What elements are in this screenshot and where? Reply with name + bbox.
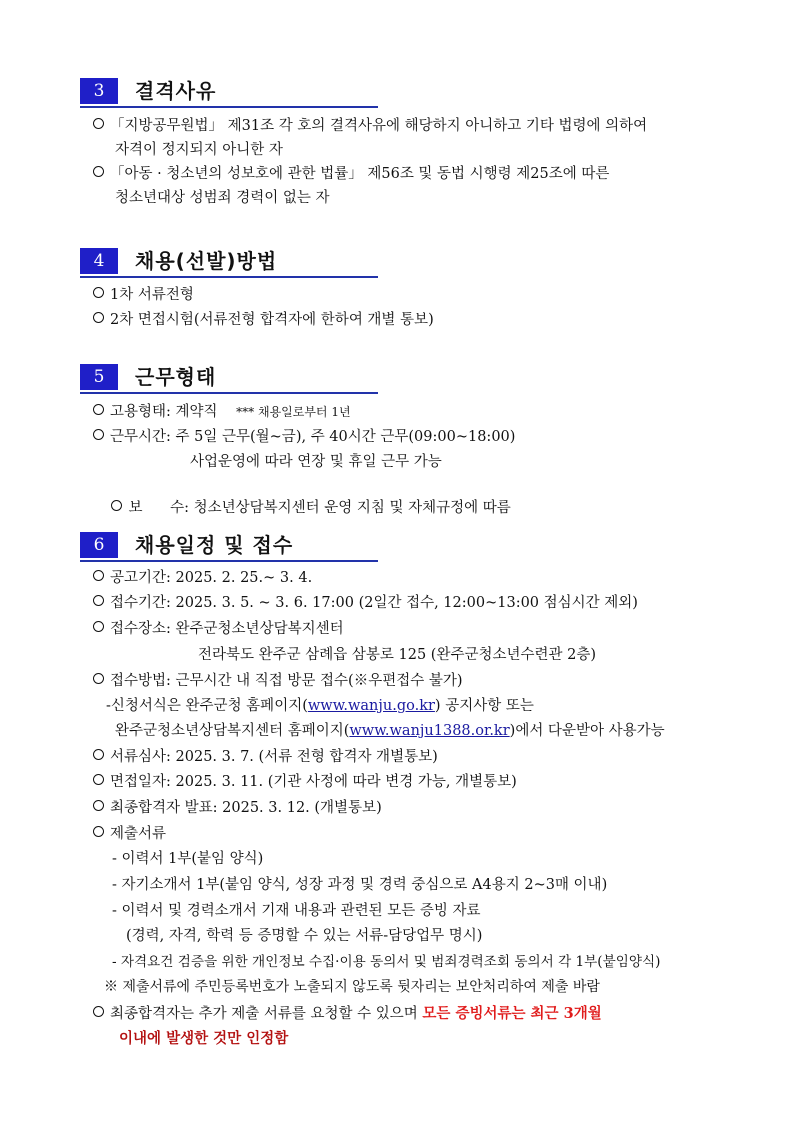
list-item-continuation: 사업운영에 따라 연장 및 휴일 근무 가능 [190, 454, 442, 470]
circle-bullet-icon [93, 749, 104, 760]
list-item: 「지방공무원법」 제31조 각 호의 결격사유에 해당하지 아니하고 기타 법령에 의하여 [93, 116, 647, 136]
list-item: 접수기간: 2025. 3. 5. ~ 3. 6. 17:00 (2일간 접수, 12:00~13:00 점심시간 제외) [93, 593, 638, 613]
section-title: 채용일정 및 접수 [135, 533, 294, 557]
list-item-continuation: 완주군청소년상담복지센터 홈페이지(www.wanju1388.or.kr)에서 다운받아 사용가능 [115, 723, 665, 739]
highlight-text: 모든 증빙서류는 최근 3개월 [422, 1005, 602, 1022]
note: ※ 제출서류에 주민등록번호가 노출되지 않도록 뒷자리는 보안처리하여 제출 바람 [104, 979, 600, 995]
section-3-header [80, 78, 378, 108]
list-item: 고용형태: 계약직 *** 채용일로부터 1년 [93, 402, 351, 422]
sub-item: - 이력서 및 경력소개서 기재 내용과 관련된 모든 증빙 자료 [112, 903, 481, 919]
circle-bullet-icon [93, 595, 104, 606]
list-item: 근무시간: 주 5일 근무(월~금), 주 40시간 근무(09:00~18:00) [93, 427, 515, 447]
list-item: 면접일자: 2025. 3. 11. (기관 사정에 따라 변경 가능, 개별통보) [93, 772, 517, 792]
circle-bullet-icon [93, 118, 104, 129]
wanju1388-homepage-link[interactable]: www.wanju1388.or.kr [349, 723, 510, 739]
list-item: 2차 면접시험(서류전형 합격자에 한하여 개별 통보) [93, 310, 434, 330]
list-item: 제출서류 [93, 824, 166, 844]
section-6-header [80, 532, 378, 562]
list-item: 접수장소: 완주군청소년상담복지센터 [93, 619, 344, 639]
list-item: 최종합격자 발표: 2025. 3. 12. (개별통보) [93, 798, 382, 818]
wanju-homepage-link[interactable]: www.wanju.go.kr [307, 698, 435, 714]
circle-bullet-icon [93, 312, 104, 323]
section-number: 3 [80, 78, 118, 104]
section-number: 4 [80, 248, 118, 274]
sub-item-continuation: (경력, 자격, 학력 등 증명할 수 있는 서류-담당업무 명시) [126, 928, 483, 944]
sub-item: - 이력서 1부(붙임 양식) [112, 851, 264, 867]
circle-bullet-icon [93, 287, 104, 298]
list-item-continuation: 청소년대상 성범죄 경력이 없는 자 [115, 190, 330, 206]
section-5-header [80, 364, 378, 394]
list-item-continuation: 전라북도 완주군 삼례읍 삼봉로 125 (완주군청소년수련관 2층) [198, 647, 597, 663]
circle-bullet-icon [93, 673, 104, 684]
circle-bullet-icon [93, 621, 104, 632]
list-item: 1차 서류전형 [93, 285, 194, 305]
circle-bullet-icon [93, 1006, 104, 1017]
list-item: 보 수: 청소년상담복지센터 운영 지침 및 자체규정에 따름 [93, 478, 511, 538]
section-number: 5 [80, 364, 118, 390]
list-item: 서류심사: 2025. 3. 7. (서류 전형 합격자 개별통보) [93, 747, 438, 767]
sub-item: - 자기소개서 1부(붙임 양식, 성장 과정 및 경력 중심으로 A4용지 2~3매 이내) [112, 877, 608, 893]
circle-bullet-icon [93, 166, 104, 177]
section-4-header [80, 248, 378, 278]
highlight-text-continuation: 이내에 발생한 것만 인정함 [119, 1030, 289, 1047]
section-number: 6 [80, 532, 118, 558]
section-title: 근무형태 [135, 365, 217, 389]
list-item-continuation: -신청서식은 완주군청 홈페이지(www.wanju.go.kr) 공지사항 또는 [106, 698, 534, 714]
list-item: 「아동 · 청소년의 성보호에 관한 법률」 제56조 및 동법 시행령 제25조에 따른 [93, 164, 609, 184]
list-item-continuation: 자격이 정지되지 아니한 자 [115, 142, 283, 158]
circle-bullet-icon [93, 404, 104, 415]
circle-bullet-icon [93, 570, 104, 581]
circle-bullet-icon [93, 429, 104, 440]
list-item: 최종합격자는 추가 제출 서류를 요청할 수 있으며 모든 증빙서류는 최근 3개월 [93, 1004, 602, 1024]
section-title: 채용(선발)방법 [135, 249, 278, 273]
circle-bullet-icon [93, 774, 104, 785]
circle-bullet-icon [111, 500, 122, 511]
list-item: 공고기간: 2025. 2. 25.~ 3. 4. [93, 568, 312, 588]
circle-bullet-icon [93, 826, 104, 837]
section-title: 결격사유 [135, 79, 217, 103]
list-item: 접수방법: 근무시간 내 직접 방문 접수(※우편접수 불가) [93, 671, 463, 691]
sub-item: - 자격요건 검증을 위한 개인정보 수집·이용 동의서 및 범죄경력조회 동의서 각 1부(붙임양식) [112, 954, 661, 970]
circle-bullet-icon [93, 800, 104, 811]
